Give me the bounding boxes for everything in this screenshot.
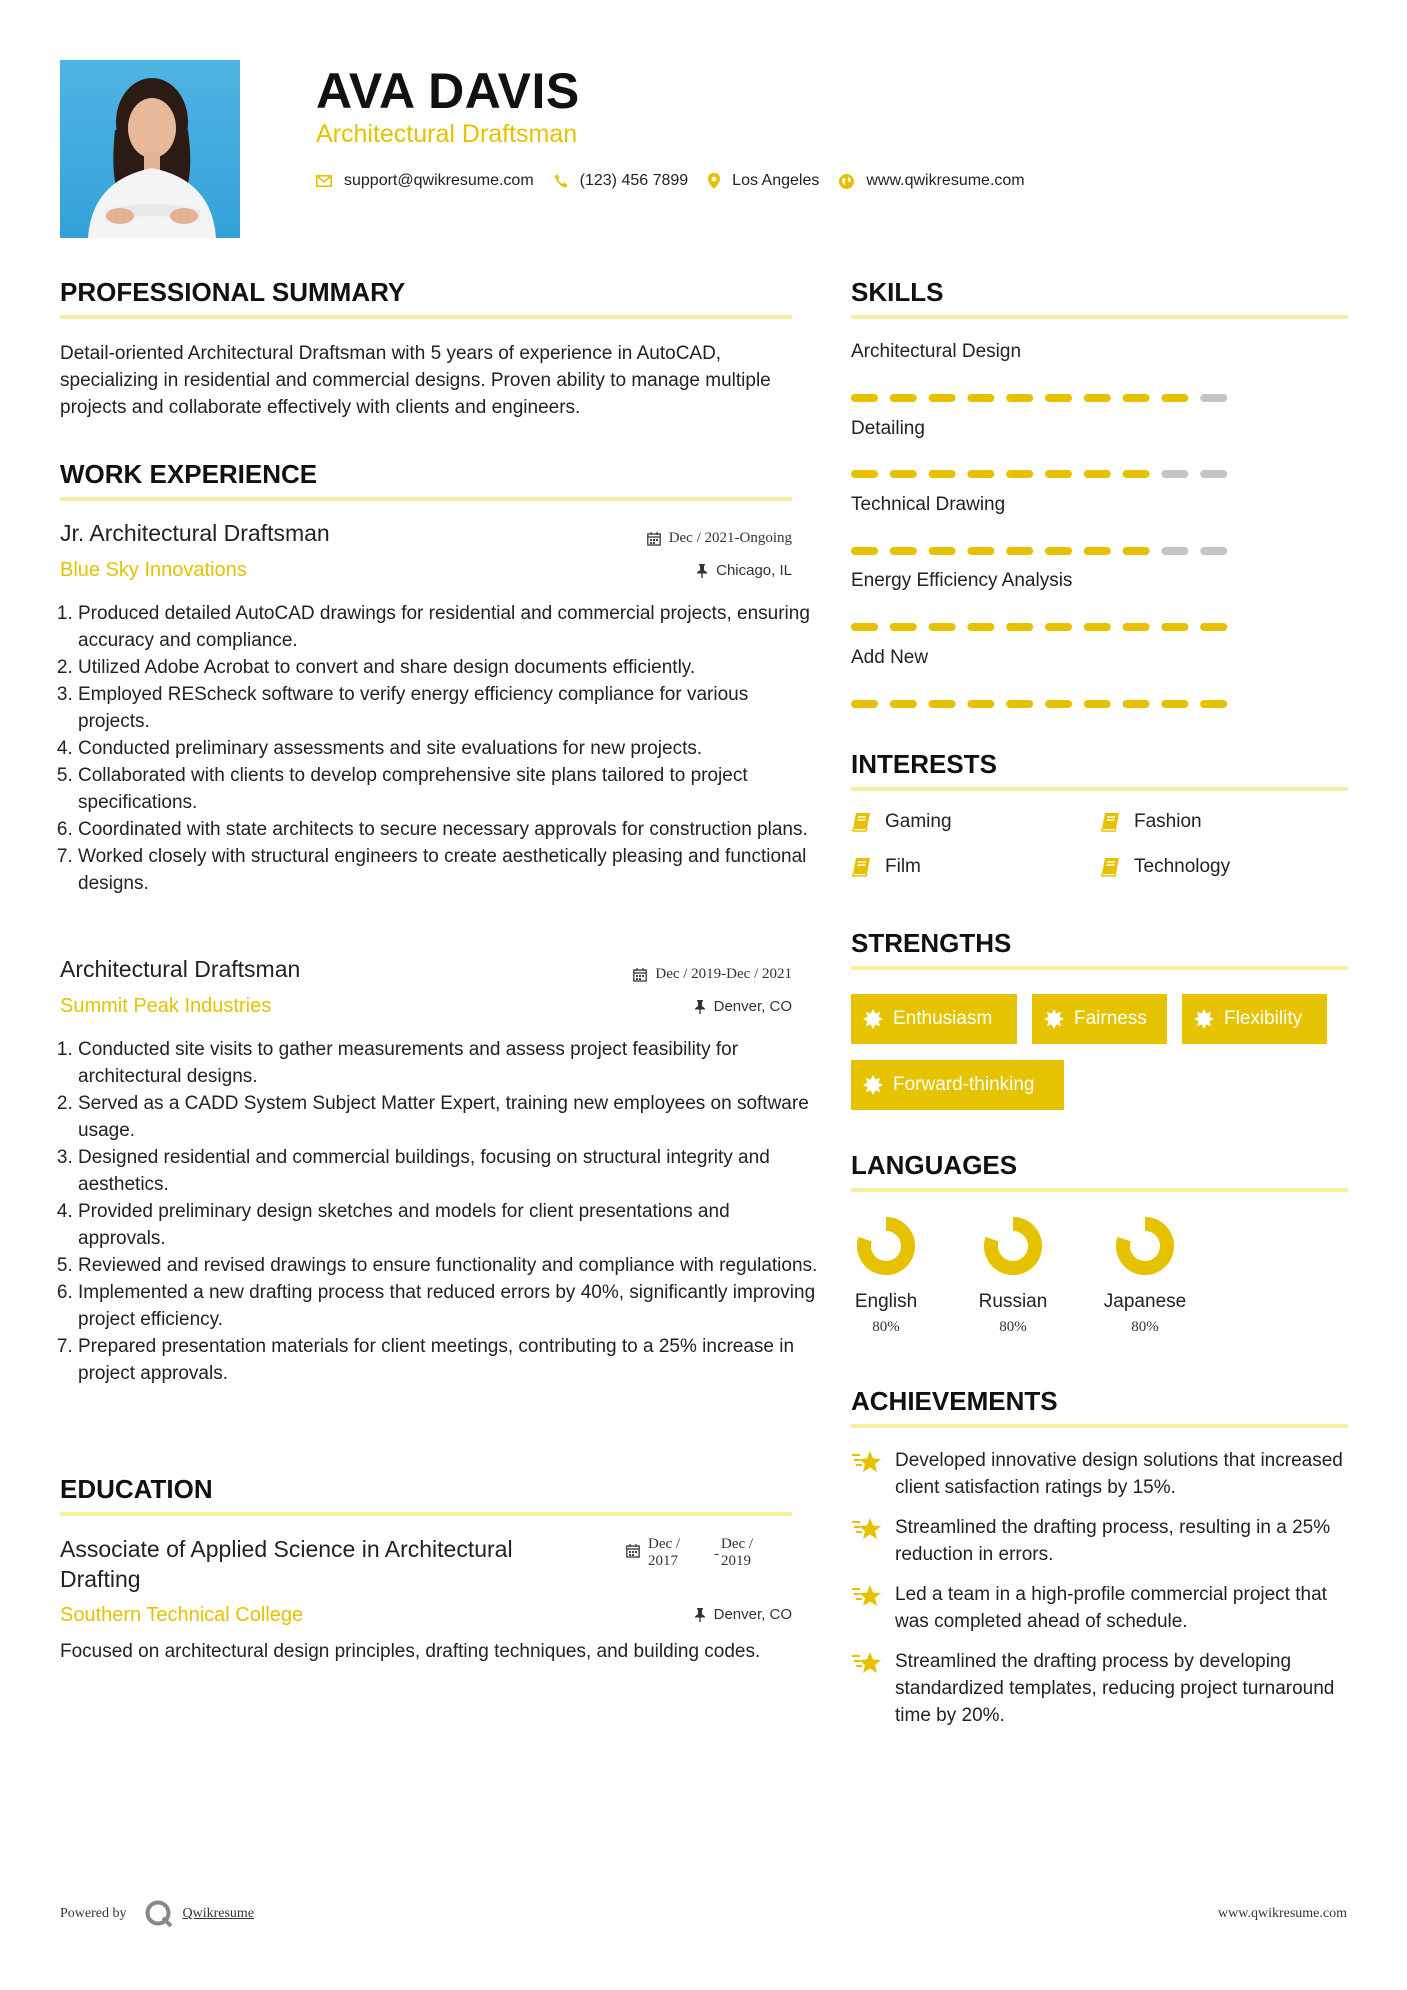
badge-icon	[863, 1009, 883, 1029]
duty-item: 4. Conducted preliminary assessments and site evaluations for new projects.	[78, 735, 818, 762]
skill-dash	[1045, 547, 1072, 555]
interest-label: Film	[885, 856, 921, 877]
duty-item: 7. Prepared presentation materials for client meetings, contributing to a 25% increase in project approvals.	[78, 1333, 818, 1387]
job-date-text: Dec / 2021-Ongoing	[668, 530, 792, 546]
contact-email[interactable]	[316, 172, 534, 190]
skill-dash	[851, 470, 878, 478]
skill-dash	[929, 470, 956, 478]
pushpin-icon	[694, 1000, 706, 1014]
interest-label: Gaming	[885, 811, 952, 832]
job-location	[560, 998, 792, 1015]
skill-dash	[1045, 623, 1072, 631]
envelope-icon	[316, 175, 332, 187]
skill-dash	[929, 394, 956, 402]
skill-dash	[929, 623, 956, 631]
language-progress-ring	[1113, 1214, 1177, 1278]
education-rule	[60, 1512, 792, 1516]
achievement-text: Led a team in a high-profile commercial project that was completed ahead of schedule.	[895, 1584, 1327, 1632]
degree-title: Associate of Applied Science in Architectural Drafting	[60, 1536, 513, 1592]
location-text: Los Angeles	[732, 172, 820, 189]
contact-location	[708, 172, 819, 190]
interest-item	[1100, 856, 1230, 878]
powered-by-text: Powered by	[60, 1906, 127, 1921]
skill-level-bar	[851, 695, 1231, 703]
skill-dash	[1084, 700, 1111, 708]
language-percent: 80%	[999, 1319, 1027, 1335]
star-icon	[851, 1583, 883, 1609]
job-title: Architectural Draftsman	[60, 956, 301, 982]
job-duties-list	[60, 1036, 818, 1387]
contact-website[interactable]	[839, 172, 1024, 190]
skill-dash	[1006, 470, 1033, 478]
language-progress-ring	[981, 1214, 1045, 1278]
badge-icon	[1044, 1009, 1064, 1029]
calendar-icon	[626, 1544, 640, 1558]
skill-dash	[1123, 547, 1150, 555]
education-heading: EDUCATION	[60, 1474, 213, 1504]
skill-dash	[1084, 470, 1111, 478]
duty-item: 2. Utilized Adobe Acrobat to convert and share design documents efficiently.	[78, 654, 818, 681]
languages-heading: LANGUAGES	[851, 1150, 1018, 1180]
job-duties-list	[60, 600, 818, 897]
duty-item: 4. Provided preliminary design sketches and models for client presentations and approvals.	[78, 1198, 818, 1252]
skill-level-bar	[851, 542, 1231, 550]
skill-dash	[1161, 394, 1188, 402]
badge-icon	[863, 1075, 883, 1095]
website-text: www.qwikresume.com	[866, 172, 1025, 189]
skill-dash	[967, 394, 994, 402]
phone-text: (123) 456 7899	[579, 172, 689, 189]
profile-photo	[60, 60, 240, 238]
language-percent: 80%	[872, 1319, 900, 1335]
skill-dash	[1045, 700, 1072, 708]
work-rule	[60, 497, 792, 501]
strength-label: Fairness	[1074, 1008, 1147, 1029]
language-name: Russian	[978, 1291, 1048, 1312]
achievement-text: Streamlined the drafting process by developing standardized templates, reducing project turnaround time by 20%.	[895, 1651, 1335, 1726]
strength-label: Flexibility	[1224, 1008, 1303, 1029]
education-description: Focused on architectural design principles, drafting techniques, and building codes.	[60, 1641, 761, 1662]
contact-bar	[316, 172, 1045, 190]
school-name: Southern Technical College	[60, 1604, 304, 1626]
skill-dash	[1123, 394, 1150, 402]
pushpin-icon	[694, 1608, 706, 1622]
achievement-item	[851, 1514, 1348, 1568]
job-location	[560, 562, 792, 579]
skill-dash	[890, 623, 917, 631]
achievement-text: Developed innovative design solutions that increased client satisfaction ratings by 15%.	[895, 1450, 1343, 1498]
book-icon	[1100, 812, 1120, 832]
languages-rule	[851, 1188, 1348, 1192]
skill-level-bar	[851, 618, 1231, 626]
skill-level-bar	[851, 389, 1231, 397]
email-text: support@qwikresume.com	[344, 172, 534, 189]
interest-label: Fashion	[1134, 811, 1202, 832]
summary-rule	[60, 315, 792, 319]
duty-item: 6. Coordinated with state architects to secure necessary approvals for construction plans.	[78, 816, 818, 843]
skill-dash	[1161, 547, 1188, 555]
achievements-rule	[851, 1424, 1348, 1428]
work-heading: WORK EXPERIENCE	[60, 459, 318, 489]
skill-dash	[1045, 470, 1072, 478]
job-date	[560, 966, 792, 983]
achievement-item	[851, 1447, 1348, 1501]
skill-dash	[1045, 394, 1072, 402]
skill-dash	[967, 470, 994, 478]
skill-dash	[851, 700, 878, 708]
globe-icon	[839, 174, 854, 189]
education-location	[560, 1606, 792, 1623]
language-name: Japanese	[1103, 1291, 1187, 1312]
skill-dash	[1200, 547, 1227, 555]
skill-dash	[1006, 394, 1033, 402]
language-item	[1090, 1214, 1200, 1336]
footer-website[interactable]: www.qwikresume.com	[1218, 1906, 1347, 1921]
job-company: Blue Sky Innovations	[60, 559, 247, 581]
skill-dash	[929, 547, 956, 555]
badge-icon	[1194, 1009, 1214, 1029]
duty-item: 2. Served as a CADD System Subject Matter Expert, training new employees on software usage.	[78, 1090, 818, 1144]
candidate-title: Architectural Draftsman	[316, 120, 578, 148]
education-start-date: Dec / 2017	[648, 1536, 681, 1569]
skill-dash	[967, 623, 994, 631]
interest-label: Technology	[1134, 856, 1231, 877]
skill-dash	[1123, 623, 1150, 631]
interest-item	[851, 811, 952, 833]
achievement-item	[851, 1581, 1348, 1635]
skill-dash	[1084, 547, 1111, 555]
interests-rule	[851, 787, 1348, 791]
duty-item: 5. Reviewed and revised drawings to ensure functionality and compliance with regulations.	[78, 1252, 818, 1279]
duty-item: 5. Collaborated with clients to develop comprehensive site plans tailored to project specifications.	[78, 762, 818, 816]
strength-label: Forward-thinking	[893, 1074, 1035, 1095]
duty-item: 1. Produced detailed AutoCAD drawings for residential and commercial projects, ensuring accuracy and compliance.	[78, 600, 818, 654]
date-separator: -	[714, 1546, 719, 1562]
interest-item	[851, 856, 921, 878]
skill-dash	[1123, 700, 1150, 708]
interest-item	[1100, 811, 1202, 833]
strengths-rule	[851, 966, 1348, 970]
skill-dash	[890, 470, 917, 478]
skill-name: Detailing	[851, 418, 925, 439]
skill-name: Architectural Design	[851, 341, 1022, 362]
duty-item: 6. Implemented a new drafting process that reduced errors by 40%, significantly improving project efficiency.	[78, 1279, 818, 1333]
skill-name: Technical Drawing	[851, 494, 1006, 515]
skill-dash	[1161, 470, 1188, 478]
education-location-text: Denver, CO	[713, 1606, 792, 1623]
skill-dash	[929, 700, 956, 708]
star-icon	[851, 1449, 883, 1475]
book-icon	[851, 857, 871, 877]
star-icon	[851, 1650, 883, 1676]
summary-heading: PROFESSIONAL SUMMARY	[60, 277, 406, 307]
skill-dash	[851, 623, 878, 631]
skill-dash	[1084, 394, 1111, 402]
skill-dash	[1084, 623, 1111, 631]
skill-name: Add New	[851, 647, 929, 668]
skill-dash	[967, 547, 994, 555]
skills-rule	[851, 315, 1348, 319]
skill-dash	[890, 547, 917, 555]
phone-icon	[554, 174, 568, 188]
skill-dash	[1161, 623, 1188, 631]
achievement-text: Streamlined the drafting process, resulting in a 25% reduction in errors.	[895, 1517, 1331, 1565]
skill-dash	[967, 700, 994, 708]
strengths-heading: STRENGTHS	[851, 928, 1012, 958]
language-name: English	[854, 1291, 918, 1312]
strength-chip	[1032, 994, 1167, 1044]
job-company: Summit Peak Industries	[60, 995, 272, 1017]
skill-dash	[1006, 623, 1033, 631]
interests-heading: INTERESTS	[851, 749, 997, 779]
strength-chip	[1182, 994, 1327, 1044]
strength-label: Enthusiasm	[893, 1008, 993, 1029]
skills-heading: SKILLS	[851, 277, 944, 307]
language-item	[831, 1214, 941, 1336]
skill-dash	[1200, 623, 1227, 631]
footer-powered-by	[60, 1898, 254, 1930]
education-dates	[626, 1536, 767, 1570]
skill-dash	[1006, 700, 1033, 708]
calendar-icon	[647, 532, 661, 546]
skill-dash	[851, 547, 878, 555]
achievement-item	[851, 1648, 1348, 1729]
brand-link[interactable]: Qwikresume	[182, 1906, 255, 1921]
skill-dash	[1200, 470, 1227, 478]
strength-chip	[851, 994, 1017, 1044]
book-icon	[1100, 857, 1120, 877]
duty-item: 7. Worked closely with structural engineers to create aesthetically pleasing and functional designs.	[78, 843, 818, 897]
job-title: Jr. Architectural Draftsman	[60, 520, 330, 546]
strength-chip	[851, 1060, 1064, 1110]
skill-dash	[890, 700, 917, 708]
summary-text: Detail-oriented Architectural Draftsman with 5 years of experience in AutoCAD, specializing in residential and commercial designs. Proven ability to manage multiple projects and collaborate effectively with clients and engineers.	[60, 343, 771, 418]
job-date	[560, 530, 792, 547]
map-pin-icon	[708, 173, 720, 189]
skill-dash	[1200, 700, 1227, 708]
skill-dash	[1200, 394, 1227, 402]
language-progress-ring	[854, 1214, 918, 1278]
skill-name: Energy Efficiency Analysis	[851, 570, 1073, 591]
pushpin-icon	[696, 564, 708, 578]
skill-dash	[851, 394, 878, 402]
language-item	[958, 1214, 1068, 1336]
skill-dash	[1161, 700, 1188, 708]
duty-item: 3. Employed REScheck software to verify energy efficiency compliance for various projects.	[78, 681, 818, 735]
education-end-date: Dec / 2019	[721, 1536, 754, 1569]
star-icon	[851, 1516, 883, 1542]
qwikresume-logo-icon	[143, 1898, 175, 1930]
contact-phone[interactable]	[554, 172, 689, 190]
duty-item: 1. Conducted site visits to gather measurements and assess project feasibility for architectural designs.	[78, 1036, 818, 1090]
duty-item: 3. Designed residential and commercial buildings, focusing on structural integrity and aesthetics.	[78, 1144, 818, 1198]
book-icon	[851, 812, 871, 832]
job-location-text: Chicago, IL	[716, 562, 792, 579]
candidate-name: AVA DAVIS	[316, 63, 580, 119]
achievements-heading: ACHIEVEMENTS	[851, 1386, 1058, 1416]
skill-dash	[1006, 547, 1033, 555]
calendar-icon	[633, 968, 647, 982]
skill-dash	[1123, 470, 1150, 478]
skill-dash	[890, 394, 917, 402]
skill-level-bar	[851, 465, 1231, 473]
job-date-text: Dec / 2019-Dec / 2021	[655, 966, 792, 982]
language-percent: 80%	[1131, 1319, 1159, 1335]
job-location-text: Denver, CO	[713, 998, 792, 1015]
